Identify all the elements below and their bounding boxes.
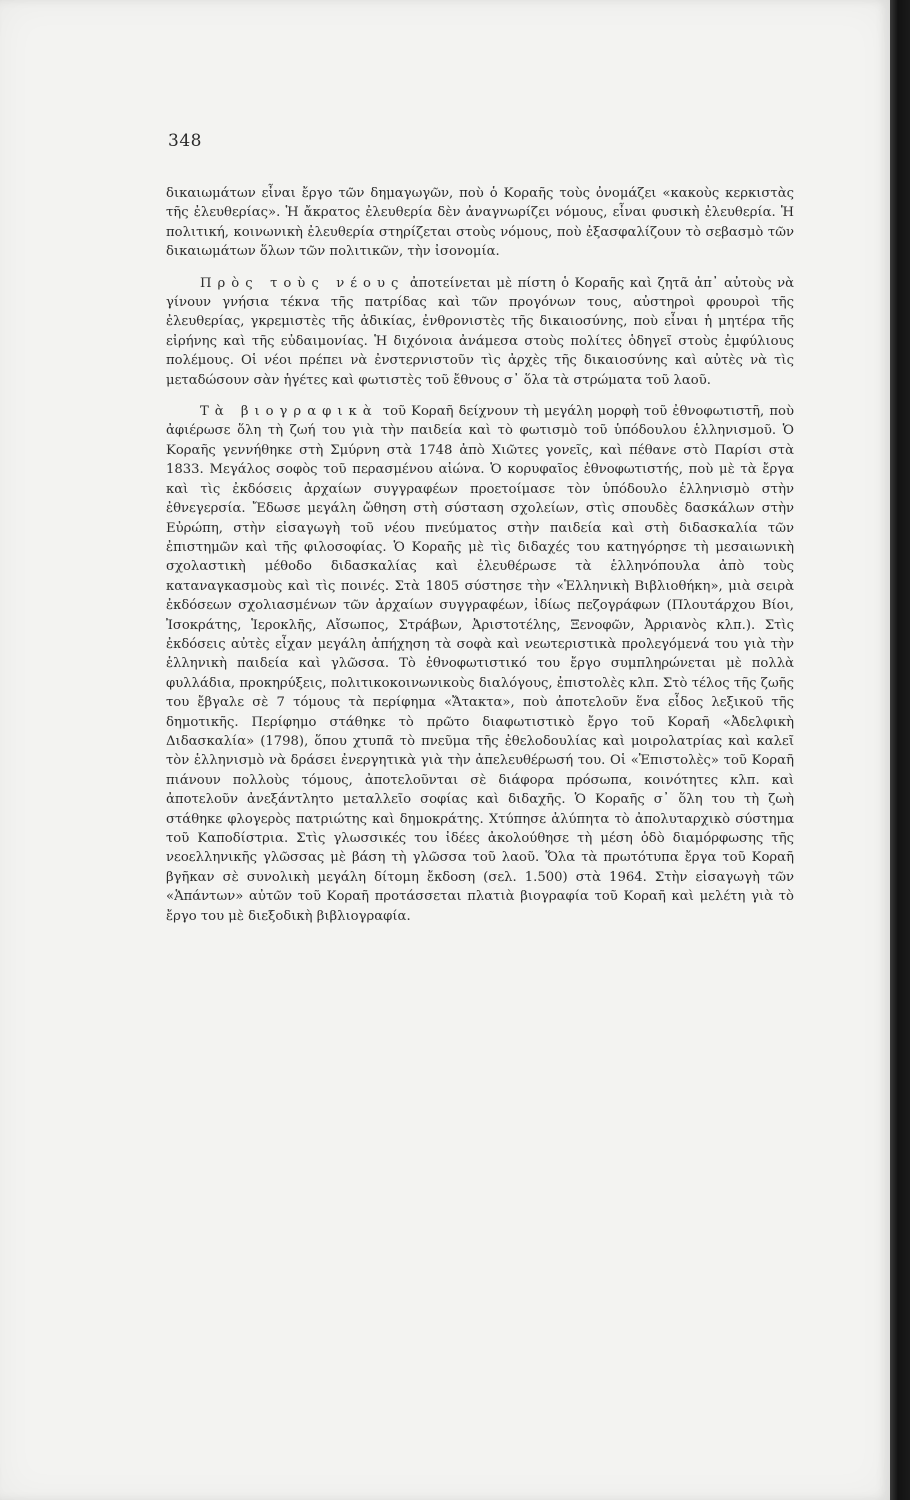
paragraph-biography-body: τοῦ Κοραῆ δείχνουν τὴ μεγάλη μορφὴ τοῦ ἐθνοφωτιστῆ, ποὺ ἀφιέρωσε ὅλη τὴ ζωή του γιὰ τὴν παιδεία καὶ τὸ φωτισμὸ τοῦ ὑπόδουλου ἑλληνισμοῦ. Ὁ Κοραῆς γεννήθηκε στὴ Σμύρνη στὰ 1748 ἀπὸ Χιῶτες γονεῖς, καὶ πέθανε στὸ Παρίσι στὰ 1833. Μεγάλος σοφὸς τοῦ περασμένου αἰώνα. Ὁ κορυφαῖος ἐθνοφωτιστής, ποὺ μὲ τὰ ἔργα καὶ τὶς ἐκδόσεις ἀρχαίων συγγραφέων προετοίμασε τὸν ὑπόδουλο ἑλληνισμὸ στὴν ἐθνεγερσία. Ἔδωσε μεγάλη ὤθηση στὴ σύσταση σχολείων, στὶς σπουδὲς δασκάλων στὴν Εὐρώπη, στὴν εἰσαγωγὴ τοῦ νέου πνεύματος στὴν παιδεία καὶ στὴ διδασκαλία τῶν ἐπιστημῶν καὶ τῆς φιλοσοφίας. Ὁ Κοραῆς μὲ τὶς διδαχές του κατηγόρησε τὴ μεσαιωνικὴ σχολαστικὴ μέθοδο διδασκαλίας καὶ ἐλευθέρωσε τὰ ἑλληνόπουλα ἀπὸ τοὺς καταναγκασμοὺς καὶ τὶς ποινές. Στὰ 1805 σύστησε τὴν «Ἑλληνικὴ Βιβλιοθήκη», μιὰ σειρὰ ἐκδόσεων σχολιασμένων τῶν ἀρχαίων συγγραφέων, ἰδίως πεζογράφων (Πλουτάρχου Βίοι, Ἰσοκράτης, Ἱεροκλῆς, Αἴσωπος, Στράβων, Ἀριστοτέλης, Ξενοφῶν, Ἀρριανὸς κλπ.). Στὶς ἐκδόσεις αὐτὲς εἶχαν μεγάλη ἀπήχηση τὰ σοφὰ καὶ νεωτεριστικὰ προλεγόμενά του γιὰ τὴν ἑλληνικὴ παιδεία καὶ γλῶσσα. Τὸ ἐθνοφωτιστικό του ἔργο συμπληρώνεται μὲ πολλὰ φυλλάδια, προκηρύξεις, πολιτικοκοινωνικοὺς διαλόγους, ἐπιστολὲς κλπ. Στὸ τέλος τῆς ζωῆς του ἔβγαλε σὲ 7 τόμους τὰ περίφημα «Ἄτακτα», ποὺ ἀποτελοῦν ἕνα εἶδος λεξικοῦ τῆς δημοτικῆς. Περίφημο στάθηκε τὸ πρῶτο διαφωτιστικὸ ἔργο τοῦ Κοραῆ «Ἀδελφικὴ Διδασκαλία» (1798), ὅπου χτυπᾶ τὸ πνεῦμα τῆς ἐθελοδουλίας καὶ μοιρολατρίας καὶ καλεῖ τὸν ἑλληνισμὸ νὰ δράσει ἐνεργητικὰ γιὰ τὴν ἀπελευθέρωσή του. Οἱ «Ἐπιστολὲς» τοῦ Κοραῆ πιάνουν πολλοὺς τόμους, ἀποτελοῦνται σὲ διάφορα πρόσωπα, κοινότητες κλπ. καὶ ἀποτελοῦν ἀνεξάντλητο μεταλλεῖο σοφίας καὶ διδαχῆς. Ὁ Κοραῆς σ᾿ ὅλη του τὴ ζωὴ στάθηκε φλογερὸς πατριώτης καὶ δημοκράτης. Χτύπησε ἀλύπητα τὸ ἀπολυταρχικὸ σύστημα τοῦ Καποδίστρια. Στὶς γλωσσικές του ἰδέες ἀκολούθησε τὴ μέση ὁδὸ διαμόρφωσης τῆς νεοελληνικῆς γλῶσσας μὲ βάση τὴ γλῶσσα τοῦ λαοῦ. Ὅλα τὰ πρωτότυπα ἔργα τοῦ Κοραῆ βγῆκαν σὲ συνολικὴ μεγάλη δίτομη ἔκδοση (σελ. 1.500) στὰ 1964. Στὴν εἰσαγωγὴ τῶν «Ἁπάντων» αὐτῶν τοῦ Κοραῆ προτάσσεται πλατιὰ βιογραφία τοῦ Κοραῆ καὶ μελέτη γιὰ τὸ ἔργο του μὲ διεξοδικὴ βιβλιογραφία. — [166, 404, 794, 924]
body-text — [166, 184, 794, 926]
paragraph-youth-body: ἀποτείνεται μὲ πίστη ὁ Κοραῆς καὶ ζητᾶ ἀπ᾿ αὐτοὺς νὰ γίνουν γνήσια τέκνα τῆς πατρίδας καὶ τῶν προγόνων τους, αὐστηροὶ φρουροὶ τῆς ἐλευθερίας, γκρεμιστὲς τῆς ἀδικίας, ἐνθρονιστὲς τῆς δικαιοσύνης, ποὺ εἶναι ἡ μητέρα τῆς εἰρήνης καὶ τῆς εὐδαιμονίας. Ἡ διχόνοια ἀνάμεσα στοὺς πολίτες ὁδηγεῖ στοὺς ἐμφύλιους πολέμους. Οἱ νέοι πρέπει νὰ ἐνστερνιστοῦν τὶς ἀρχὲς τῆς δικαιοσύνης καὶ αὐτὲς νὰ τὶς μεταδώσουν σὰν ἡγέτες καὶ φωτιστὲς τοῦ ἔθνους σ᾿ ὅλα τὰ στρώματα τοῦ λαοῦ. — [166, 275, 794, 388]
scan-edge — [890, 0, 910, 1500]
paragraph-biography-lead: Τὰ βιογραφικὰ — [200, 404, 378, 420]
page-number: 348 — [168, 131, 202, 151]
paragraph-biography — [166, 402, 794, 926]
paragraph-rights: δικαιωμάτων εἶναι ἔργο τῶν δημαγωγῶν, ποὺ ὁ Κοραῆς τοὺς ὀνομάζει «κακοὺς κερκιστὰς τῆς ἐλευθερίας». Ἡ ἄκρατος ἐλευθερία δὲν ἀναγνωρίζει νόμους, εἶναι φυσικὴ ἐλευθερία. Ἡ πολιτική, κοινωνικὴ ἐλευθερία στηρίζεται στοὺς νόμους, ποὺ ἐξασφαλίζουν τὸ σεβασμὸ τῶν δικαιωμάτων ὅλων τῶν πολιτικῶν, τὴν ἰσονομία. — [166, 186, 794, 260]
paragraph-youth-lead: Πρὸς τοὺς νέους — [200, 275, 405, 291]
paragraph-youth — [166, 274, 794, 390]
